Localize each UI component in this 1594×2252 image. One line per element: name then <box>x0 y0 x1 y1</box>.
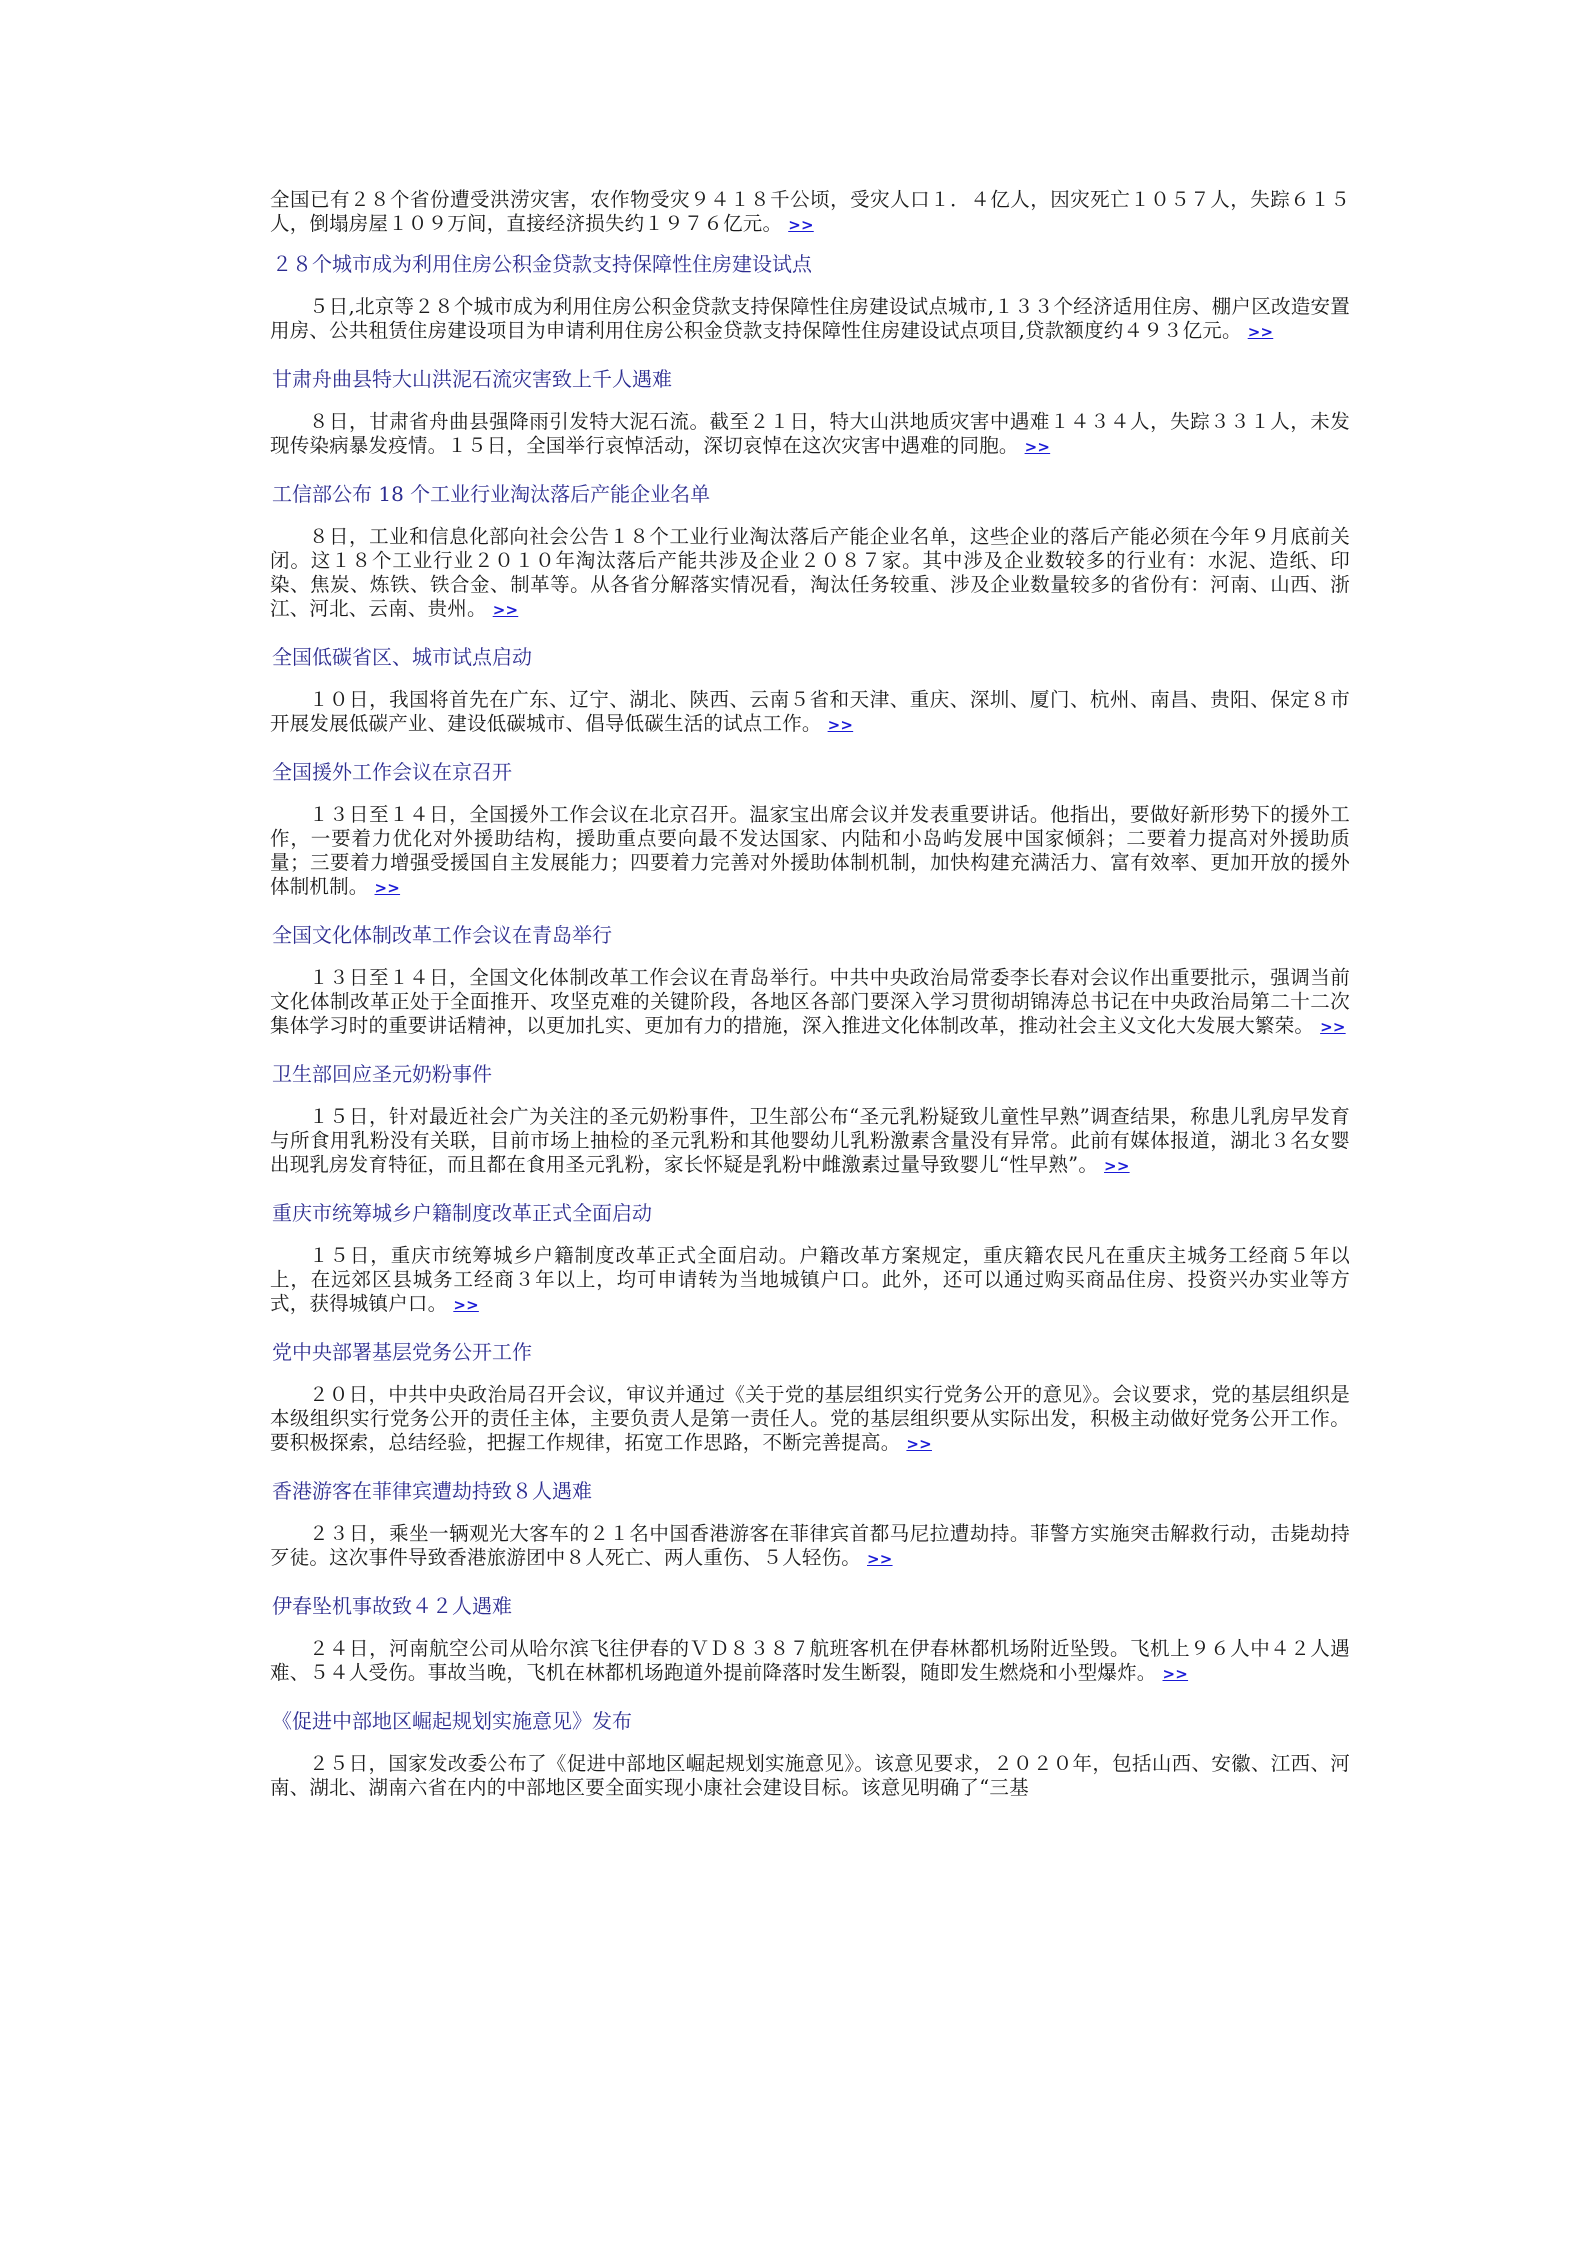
news-item <box>270 366 1350 459</box>
news-paragraph <box>270 1522 1350 1571</box>
news-title[interactable]: 《促进中部地区崛起规划实施意见》发布 <box>272 1709 632 1733</box>
news-title[interactable]: 全国低碳省区、城市试点启动 <box>272 645 532 669</box>
more-link[interactable]: >> <box>374 879 401 897</box>
paragraph-text: １０日，我国将首先在广东、辽宁、湖北、陕西、云南５省和天津、重庆、深圳、厦门、杭州、南昌、贵阳、保定８市开展发展低碳产业、建设低碳城市、倡导低碳生活的试点工作。 <box>270 688 1350 735</box>
news-item <box>270 1061 1350 1178</box>
more-link[interactable]: >> <box>1162 1665 1189 1683</box>
news-title[interactable]: 全国援外工作会议在京召开 <box>272 760 512 784</box>
news-title[interactable]: 伊春坠机事故致４２人遇难 <box>272 1594 512 1618</box>
news-title[interactable]: 卫生部回应圣元奶粉事件 <box>272 1062 492 1086</box>
news-paragraph <box>270 1752 1350 1800</box>
news-item <box>270 644 1350 737</box>
news-item <box>270 1478 1350 1571</box>
news-title[interactable]: 工信部公布 18 个工业行业淘汰落后产能企业名单 <box>272 482 711 506</box>
news-title[interactable]: 甘肃舟曲县特大山洪泥石流灾害致上千人遇难 <box>272 367 672 391</box>
news-item <box>270 251 1350 344</box>
news-paragraph <box>270 966 1350 1039</box>
news-paragraph <box>270 803 1350 900</box>
more-link[interactable]: >> <box>906 1435 932 1453</box>
news-title[interactable]: 党中央部署基层党务公开工作 <box>272 1340 532 1364</box>
news-paragraph <box>270 1383 1350 1456</box>
paragraph-text: ８日，甘肃省舟曲县强降雨引发特大泥石流。截至２１日，特大山洪地质灾害中遇难１４３４人，失踪３３１人，未发现传染病暴发疫情。１５日，全国举行哀悼活动，深切哀悼在这次灾害中遇难的同胞。 <box>270 410 1350 457</box>
news-title[interactable]: ２８个城市成为利用住房公积金贷款支持保障性住房建设试点 <box>272 252 812 276</box>
paragraph-text: ８日，工业和信息化部向社会公告１８个工业行业淘汰落后产能企业名单，这些企业的落后产能必须在今年９月底前关闭。这１８个工业行业２０１０年淘汰落后产能共涉及企业２０８７家。其中涉及企业数较多的行业有：水泥、造纸、印染、焦炭、炼铁、铁合金、制革等。从各省分解落实情况看，淘汰任务较重、涉及企业数量较多的省份有：河南、山西、浙江、河北、云南、贵州。 <box>270 525 1350 620</box>
more-link[interactable]: >> <box>788 216 814 234</box>
news-paragraph <box>270 295 1350 344</box>
news-item <box>270 759 1350 900</box>
more-link[interactable]: >> <box>827 716 854 734</box>
more-link[interactable]: >> <box>867 1550 893 1568</box>
news-title[interactable]: 重庆市统筹城乡户籍制度改革正式全面启动 <box>272 1201 652 1225</box>
news-paragraph <box>270 688 1350 737</box>
news-title[interactable]: 全国文化体制改革工作会议在青岛举行 <box>272 923 612 947</box>
document-page <box>270 188 1350 1800</box>
news-item <box>270 1200 1350 1317</box>
more-link[interactable]: >> <box>1104 1157 1130 1175</box>
more-link[interactable]: >> <box>1320 1018 1346 1036</box>
news-paragraph <box>270 1637 1350 1686</box>
paragraph-text: １５日，重庆市统筹城乡户籍制度改革正式全面启动。户籍改革方案规定，重庆籍农民凡在重庆主城务工经商５年以上，在远郊区县城务工经商３年以上，均可申请转为当地城镇户口。此外，还可以通过购买商品住房、投资兴办实业等方式，获得城镇户口。 <box>270 1244 1350 1315</box>
news-title[interactable]: 香港游客在菲律宾遭劫持致８人遇难 <box>272 1479 592 1503</box>
news-paragraph <box>270 1244 1350 1317</box>
paragraph-text: ２５日，国家发改委公布了《促进中部地区崛起规划实施意见》。该意见要求，２０２０年，包括山西、安徽、江西、河南、湖北、湖南六省在内的中部地区要全面实现小康社会建设目标。该意见明确了“三基 <box>270 1752 1350 1799</box>
news-paragraph <box>270 410 1350 459</box>
intro-paragraph <box>270 188 1350 237</box>
news-item <box>270 481 1350 622</box>
news-paragraph <box>270 525 1350 622</box>
paragraph-text: 全国已有２８个省份遭受洪涝灾害，农作物受灾９４１８千公顷，受灾人口１．４亿人，因灾死亡１０５７人，失踪６１５人，倒塌房屋１０９万间，直接经济损失约１９７６亿元。 <box>270 188 1350 235</box>
more-link[interactable]: >> <box>492 601 519 619</box>
news-item <box>270 1708 1350 1800</box>
paragraph-text: １３日至１４日，全国援外工作会议在北京召开。温家宝出席会议并发表重要讲话。他指出，要做好新形势下的援外工作，一要着力优化对外援助结构，援助重点要向最不发达国家、内陆和小岛屿发展中国家倾斜；二要着力提高对外援助质量；三要着力增强受援国自主发展能力；四要着力完善对外援助体制机制，加快构建充满活力、富有效率、更加开放的援外体制机制。 <box>270 803 1350 898</box>
paragraph-text: ２４日，河南航空公司从哈尔滨飞往伊春的ＶＤ８３８７航班客机在伊春林都机场附近坠毁。飞机上９６人中４２人遇难、５４人受伤。事故当晚，飞机在林都机场跑道外提前降落时发生断裂，随即发生燃烧和小型爆炸。 <box>270 1637 1350 1684</box>
news-item <box>270 1339 1350 1456</box>
paragraph-text: １３日至１４日，全国文化体制改革工作会议在青岛举行。中共中央政治局常委李长春对会议作出重要批示，强调当前文化体制改革正处于全面推开、攻坚克难的关键阶段，各地区各部门要深入学习贯彻胡锦涛总书记在中央政治局第二十二次集体学习时的重要讲话精神，以更加扎实、更加有力的措施，深入推进文化体制改革，推动社会主义文化大发展大繁荣。 <box>270 966 1350 1037</box>
news-item <box>270 1593 1350 1686</box>
paragraph-text: ５日,北京等２８个城市成为利用住房公积金贷款支持保障性住房建设试点城市,１３３个经济适用住房、棚户区改造安置用房、公共租赁住房建设项目为申请利用住房公积金贷款支持保障性住房建设试点项目,贷款额度约４９３亿元。 <box>270 295 1350 342</box>
paragraph-text: １５日，针对最近社会广为关注的圣元奶粉事件，卫生部公布“圣元乳粉疑致儿童性早熟”调查结果，称患儿乳房早发育与所食用乳粉没有关联，目前市场上抽检的圣元乳粉和其他婴幼儿乳粉激素含量没有异常。此前有媒体报道，湖北３名女婴出现乳房发育特征，而且都在食用圣元乳粉，家长怀疑是乳粉中雌激素过量导致婴儿“性早熟”。 <box>270 1105 1350 1176</box>
paragraph-text: ２３日，乘坐一辆观光大客车的２１名中国香港游客在菲律宾首都马尼拉遭劫持。菲警方实施突击解救行动，击毙劫持歹徒。这次事件导致香港旅游团中８人死亡、两人重伤、５人轻伤。 <box>270 1522 1350 1569</box>
more-link[interactable]: >> <box>1247 323 1274 341</box>
paragraph-text: ２０日，中共中央政治局召开会议，审议并通过《关于党的基层组织实行党务公开的意见》。会议要求，党的基层组织是本级组织实行党务公开的责任主体，主要负责人是第一责任人。党的基层组织要从实际出发，积极主动做好党务公开工作。要积极探索，总结经验，把握工作规律，拓宽工作思路，不断完善提高。 <box>270 1383 1350 1454</box>
more-link[interactable]: >> <box>1024 438 1051 456</box>
more-link[interactable]: >> <box>453 1296 479 1314</box>
news-item <box>270 922 1350 1039</box>
news-paragraph <box>270 1105 1350 1178</box>
